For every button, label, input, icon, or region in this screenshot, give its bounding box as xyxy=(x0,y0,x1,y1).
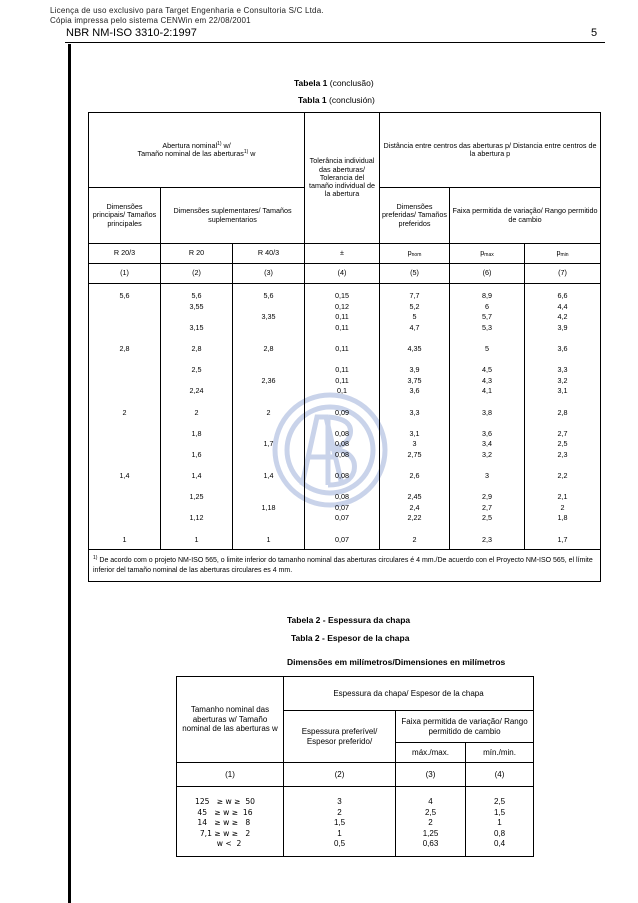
header-distance: Distância entre centros das aberturas p/ Distancia entre centros de la abertura p xyxy=(380,113,601,188)
table-cell xyxy=(91,439,158,450)
header-range: Faixa permitida de variação/ Rango permitido de cambio xyxy=(450,188,601,244)
table-cell xyxy=(163,333,230,344)
table-cell: 3,8 xyxy=(482,407,493,417)
table-cell: 2,9 xyxy=(482,492,493,502)
table2-column-3-values xyxy=(396,787,466,857)
table1-column-4-values xyxy=(305,284,380,550)
table-cell xyxy=(452,524,522,535)
table-cell xyxy=(527,524,598,535)
table-cell: 4,5 xyxy=(482,365,493,375)
table1-column-1-values xyxy=(89,284,161,550)
table-cell xyxy=(235,397,302,408)
table-cell: 1 xyxy=(497,818,502,827)
table-cell: 0,08 xyxy=(335,449,350,459)
table-cell xyxy=(235,365,302,376)
table-cell xyxy=(163,312,230,323)
table-cell: 1,8 xyxy=(191,428,202,438)
table-cell: 0,09 xyxy=(335,407,350,417)
print-notice: Cópia impressa pelo sistema CENWin em 22/08/2001 xyxy=(50,16,251,25)
table-cell: 2,7 xyxy=(557,428,568,438)
table-cell xyxy=(91,333,158,344)
table-cell: 0,11 xyxy=(335,322,349,332)
table-cell: 1 xyxy=(266,534,271,544)
table-cell xyxy=(527,482,598,493)
table-cell: 2 xyxy=(266,407,271,417)
table-cell xyxy=(452,461,522,472)
table-cell: 1,7 xyxy=(263,439,274,449)
symbol-r20: R 20 xyxy=(161,244,233,264)
table-cell xyxy=(91,365,158,376)
table-cell xyxy=(452,333,522,344)
column-number: (5) xyxy=(380,264,450,284)
table-cell: 3,6 xyxy=(482,428,493,438)
header-nominal-aperture: Abertura nominal$^{1)}$ w/ Tamaño nominal de las aberturas$^{1)}$ w xyxy=(89,113,305,188)
table1-column-3-values xyxy=(233,284,305,550)
table-cell: 3,15 xyxy=(189,322,204,332)
table-cell xyxy=(91,503,158,514)
table-cell xyxy=(163,461,230,472)
table-cell xyxy=(527,333,598,344)
table-cell: 3,55 xyxy=(189,301,204,311)
table-cell: 3,6 xyxy=(557,343,568,353)
column-number: (4) xyxy=(466,763,534,787)
header-nominal-size: Tamanho nominal das aberturas w/ Tamaño nominal de las aberturas w xyxy=(177,677,284,763)
table-cell: 2,8 xyxy=(191,343,202,353)
table-cell: 2,6 xyxy=(409,471,420,481)
table-cell xyxy=(235,333,302,344)
table-cell xyxy=(91,429,158,440)
table-cell: 0,07 xyxy=(335,534,350,544)
table-cell: 2,3 xyxy=(557,449,568,459)
column-number: (2) xyxy=(161,264,233,284)
table-cell xyxy=(163,503,230,514)
table-cell xyxy=(163,439,230,450)
table2-column-4-values xyxy=(466,787,534,857)
table-cell: 2 xyxy=(428,818,433,827)
table-cell: 1,25 xyxy=(422,828,439,838)
table-cell: 1,7 xyxy=(557,534,568,544)
header-permitted-range: Faixa permitida de variação/ Rango permitido de cambio xyxy=(396,711,534,743)
table-cell: 2,5 xyxy=(482,513,493,523)
table-cell xyxy=(235,302,302,313)
table-cell xyxy=(235,524,302,535)
table-cell: 7,1 ≥ w ≥ 2 xyxy=(195,828,251,838)
table-cell: 1,5 xyxy=(493,807,506,817)
symbol-p-min: $p_{min}$ xyxy=(525,244,601,264)
table-cell: 0,12 xyxy=(335,301,350,311)
table-cell: 2,8 xyxy=(119,343,130,353)
table-cell: 2,24 xyxy=(189,386,204,396)
table-cell: 1,4 xyxy=(119,471,130,481)
table-cell: 5,6 xyxy=(191,291,202,300)
table-cell: 1,4 xyxy=(263,471,274,481)
table-cell: 0,63 xyxy=(422,839,439,848)
table-cell xyxy=(307,524,377,535)
table-cell: 2,5 xyxy=(493,797,506,806)
table-cell: 0,4 xyxy=(493,839,506,848)
table-cell xyxy=(163,355,230,366)
table-cell xyxy=(91,513,158,524)
table-cell xyxy=(235,461,302,472)
table-cell: 2,5 xyxy=(557,439,568,449)
table-cell: 6,6 xyxy=(557,291,568,300)
table-cell: 2,2 xyxy=(557,471,568,481)
table-cell xyxy=(235,418,302,429)
table-cell: 2 xyxy=(122,407,127,417)
table-cell: 2,7 xyxy=(482,502,493,512)
header-plate-thickness: Espessura da chapa/ Espesor de la chapa xyxy=(284,677,534,711)
table-cell: 3,9 xyxy=(557,322,568,332)
table-cell xyxy=(91,397,158,408)
table-cell xyxy=(382,482,447,493)
table-cell: 1,8 xyxy=(557,513,568,523)
table-cell: 3,3 xyxy=(557,365,568,375)
column-number: (1) xyxy=(177,763,284,787)
column-number: (6) xyxy=(450,264,525,284)
table-cell xyxy=(382,333,447,344)
table-cell: 3,6 xyxy=(409,386,420,396)
table-cell: w < 2 xyxy=(195,839,242,848)
table-cell: 5,2 xyxy=(409,301,420,311)
table-cell: 0,08 xyxy=(335,471,350,481)
table-cell: 2,1 xyxy=(557,492,568,502)
table-cell: 0,07 xyxy=(335,502,350,512)
table-cell: 3,1 xyxy=(557,386,568,396)
table-cell: 2 xyxy=(194,407,199,417)
table-cell xyxy=(235,482,302,493)
table2-caption-pt: Tabela 2 - Espessura da chapa xyxy=(287,615,411,625)
table-cell xyxy=(307,418,377,429)
table-cell xyxy=(452,355,522,366)
table1-footnote: $^{1)}$ De acordo com o projeto NM-ISO 565, o limite inferior do tamanho nominal das aberturas circulares é 4 mm./De acuerdo con el Proyecto NM-ISO 565, el límite inferior del tamaño nominal de las aberturas circulares es 4 mm. xyxy=(89,550,601,582)
table-cell xyxy=(307,355,377,366)
table-cell: 4,3 xyxy=(482,375,493,385)
table-cell: 1 xyxy=(194,534,199,544)
table1-column-6-values xyxy=(450,284,525,550)
table-cell: 1,18 xyxy=(261,502,276,512)
table-cell: 0,1 xyxy=(337,386,348,396)
column-number: (3) xyxy=(396,763,466,787)
header-preferred-thickness: Espessura preferível/ Espesor preferido/ xyxy=(284,711,396,763)
table-cell: 2,4 xyxy=(409,502,420,512)
table1-column-5-values xyxy=(380,284,450,550)
table-cell: 125 ≥ w ≥ 50 xyxy=(195,797,255,806)
table-cell xyxy=(163,418,230,429)
table-cell: 4,1 xyxy=(482,386,493,396)
table-cell xyxy=(163,397,230,408)
table-cell xyxy=(91,376,158,387)
table-cell: 3,1 xyxy=(409,428,420,438)
table-cell xyxy=(235,492,302,503)
table-cell: 2,3 xyxy=(482,534,493,544)
table-cell: 3,2 xyxy=(482,449,493,459)
table-cell: 0,08 xyxy=(335,492,350,502)
table-cell xyxy=(91,302,158,313)
table-cell: 0,11 xyxy=(335,312,349,322)
table-cell xyxy=(91,461,158,472)
table-cell xyxy=(91,312,158,323)
table1-column-7-values xyxy=(525,284,601,550)
table-cell: 1,5 xyxy=(333,818,346,827)
table-cell xyxy=(382,397,447,408)
table-cell xyxy=(527,461,598,472)
table-cell: 4,2 xyxy=(557,312,568,322)
table-cell xyxy=(163,524,230,535)
license-notice: Licença de uso exclusivo para Target Engenharia e Consultoria S/C Ltda. xyxy=(50,6,324,15)
table-cell xyxy=(91,386,158,397)
table-cell: 0,08 xyxy=(335,428,350,438)
table-cell xyxy=(452,397,522,408)
table-cell: 0,11 xyxy=(335,375,349,385)
table-cell: 3,35 xyxy=(261,312,276,322)
table-cell: 45 ≥ w ≥ 16 xyxy=(195,807,253,817)
table-cell: 0,08 xyxy=(335,439,350,449)
table-cell xyxy=(527,418,598,429)
table2-plate-thickness xyxy=(176,676,534,857)
table-cell xyxy=(382,355,447,366)
table1-column-2-values xyxy=(161,284,233,550)
table-cell: 0,07 xyxy=(335,513,350,523)
table-cell xyxy=(235,323,302,334)
table-cell: 1 xyxy=(337,828,342,838)
table-cell: 2,5 xyxy=(191,365,202,375)
table-cell: 2,8 xyxy=(263,343,274,353)
column-number: (4) xyxy=(305,264,380,284)
table-cell: 7,7 xyxy=(409,291,420,300)
table-cell: 1,4 xyxy=(191,471,202,481)
table1-caption-pt: Tabela 1 (conclusão) xyxy=(294,78,374,88)
table-cell: 2,8 xyxy=(557,407,568,417)
table-cell: 0,11 xyxy=(335,365,349,375)
table-cell: 3,3 xyxy=(409,407,420,417)
table-cell: 2 xyxy=(337,807,342,817)
table-cell: 2,5 xyxy=(424,807,437,817)
table-cell: 3,9 xyxy=(409,365,420,375)
table-cell: 2,36 xyxy=(261,375,276,385)
header-rule xyxy=(65,42,605,43)
table-cell xyxy=(91,450,158,461)
table-cell: 5,6 xyxy=(119,291,130,300)
header-supplementary: Dimensões suplementares/ Tamaños suplementarios xyxy=(161,188,305,244)
table-cell: 5 xyxy=(412,312,417,322)
column-number: (7) xyxy=(525,264,601,284)
table-cell: 14 ≥ w ≥ 8 xyxy=(195,818,251,827)
table-cell: 3 xyxy=(485,471,490,481)
table-cell: 3 xyxy=(337,797,342,806)
table-cell xyxy=(307,461,377,472)
table-cell xyxy=(235,355,302,366)
table-cell xyxy=(91,355,158,366)
table-cell: 4,4 xyxy=(557,301,568,311)
table-cell: 2 xyxy=(560,502,565,512)
table-cell: 4,7 xyxy=(409,322,420,332)
table-cell xyxy=(235,450,302,461)
table-cell: 0,15 xyxy=(335,291,350,300)
table2-dimensions-note: Dimensões em milímetros/Dimensiones en milímetros xyxy=(287,657,506,667)
table-cell: 2,22 xyxy=(407,513,422,523)
table-cell xyxy=(163,482,230,493)
table2-column-1-values xyxy=(177,787,284,857)
table-cell xyxy=(382,524,447,535)
table-cell xyxy=(527,397,598,408)
header-min: mín./min. xyxy=(466,743,534,763)
table-cell: 6 xyxy=(485,301,490,311)
table-cell xyxy=(235,429,302,440)
table-cell xyxy=(382,418,447,429)
table-cell: 5,3 xyxy=(482,322,493,332)
table-cell xyxy=(91,323,158,334)
table-cell xyxy=(235,513,302,524)
table-cell: 2 xyxy=(412,534,417,544)
table2-caption-es: Tabla 2 - Espesor de la chapa xyxy=(291,633,410,643)
table-cell: 0,8 xyxy=(493,828,506,838)
table-cell: 5,6 xyxy=(263,291,274,300)
table-cell: 0,11 xyxy=(335,343,349,353)
table-cell xyxy=(91,482,158,493)
symbol-p-max: $p_{max}$ xyxy=(450,244,525,264)
symbol-p-nom: $p_{nom}$ xyxy=(380,244,450,264)
symbol-plus-minus: ± xyxy=(305,244,380,264)
page-number: 5 xyxy=(591,27,598,39)
table-cell xyxy=(452,418,522,429)
table-cell xyxy=(91,524,158,535)
table-cell xyxy=(235,386,302,397)
table-cell: 1,12 xyxy=(189,513,204,523)
table-cell: 2,45 xyxy=(407,492,422,502)
standard-id: NBR NM-ISO 3310-2:1997 xyxy=(66,27,197,39)
table-cell xyxy=(382,461,447,472)
margin-bar xyxy=(68,44,71,903)
table-cell: 2,75 xyxy=(407,449,422,459)
symbol-r20-3: R 20/3 xyxy=(89,244,161,264)
table-cell: 4 xyxy=(428,797,433,806)
table-cell xyxy=(163,376,230,387)
table2-column-2-values xyxy=(284,787,396,857)
header-tolerance: Tolerância individual das aberturas/ Tolerancia del tamaño individual de la abertura xyxy=(305,113,380,244)
table-cell: 8,9 xyxy=(482,291,493,300)
table-cell xyxy=(307,333,377,344)
symbol-r40-3: R 40/3 xyxy=(233,244,305,264)
table1-caption-es: Tabla 1 (conclusión) xyxy=(298,95,375,105)
header-preferred: Dimensões preferidas/ Tamaños preferidos xyxy=(380,188,450,244)
header-max: máx./max. xyxy=(396,743,466,763)
column-number: (3) xyxy=(233,264,305,284)
table-cell: 3 xyxy=(412,439,417,449)
table-cell xyxy=(307,397,377,408)
table-cell xyxy=(91,418,158,429)
table-cell xyxy=(527,355,598,366)
table-cell: 1 xyxy=(122,534,127,544)
table1-aperture-sizes xyxy=(88,112,601,582)
table-cell xyxy=(452,482,522,493)
table-cell: 3,75 xyxy=(407,375,422,385)
table-cell: 0,5 xyxy=(333,839,346,848)
table-cell xyxy=(307,482,377,493)
column-number: (2) xyxy=(284,763,396,787)
header-principal: Dimensões principais/ Tamaños principales xyxy=(89,188,161,244)
table-cell xyxy=(91,492,158,503)
table-cell: 5,7 xyxy=(482,312,493,322)
table-cell: 5 xyxy=(485,343,490,353)
table-cell: 1,6 xyxy=(191,449,202,459)
table-cell: 4,35 xyxy=(407,343,422,353)
table-cell: 3,2 xyxy=(557,375,568,385)
table-cell: 1,25 xyxy=(189,492,204,502)
column-number: (1) xyxy=(89,264,161,284)
table-cell: 3,4 xyxy=(482,439,493,449)
